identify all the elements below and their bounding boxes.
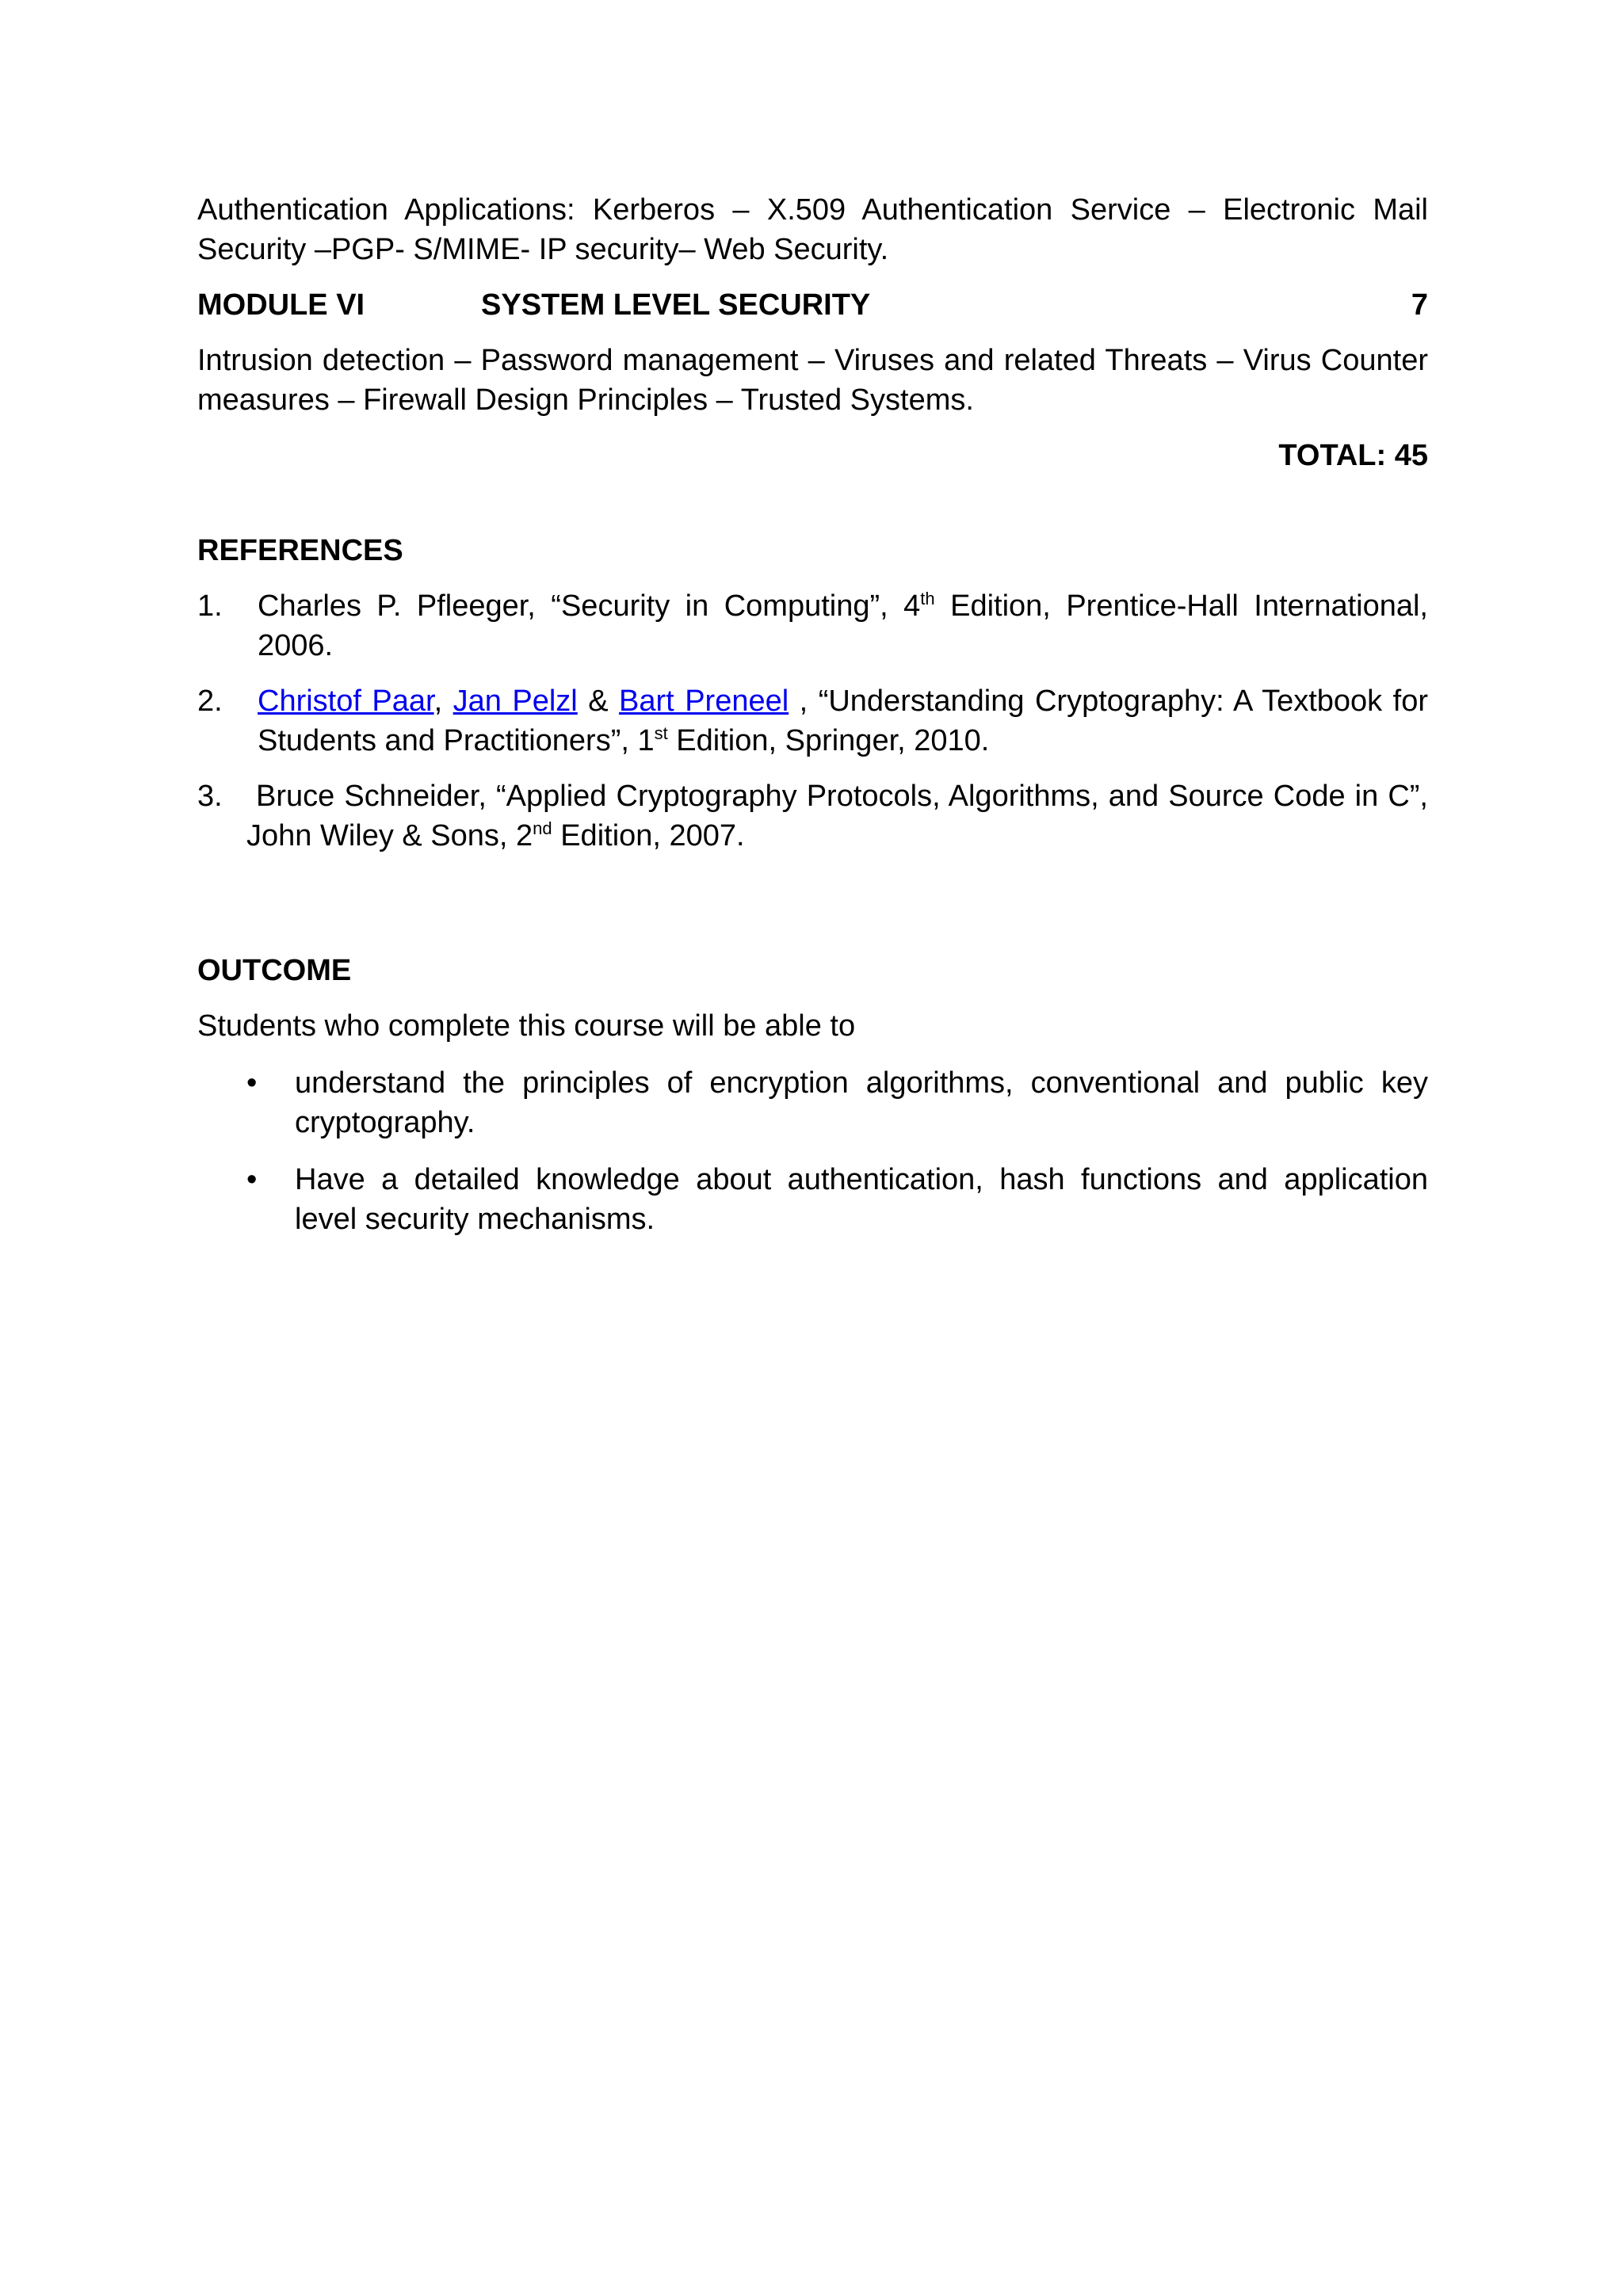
list-item-text: understand the principles of encryption algorithms, conventional and public key cryptography.: [295, 1066, 1428, 1139]
reference-item-3: [197, 776, 1428, 856]
module-id: MODULE VI: [197, 288, 365, 322]
reference-line: [246, 816, 1428, 856]
reference-text: [258, 681, 1428, 761]
author-link-jan-pelzl[interactable]: Jan Pelzl: [453, 685, 578, 718]
list-item: [197, 1063, 1428, 1142]
reference-text-part: , “Understanding Cryptography: A Textbook for Students and Practitioners”, 1: [258, 685, 1428, 757]
reference-number: 3.: [197, 780, 223, 813]
outcome-intro: Students who complete this course will be able to: [197, 1009, 856, 1043]
author-separator: ,: [433, 685, 453, 718]
reference-text: [246, 776, 1428, 856]
author-link-bart-preneel[interactable]: Bart Preneel: [619, 685, 789, 718]
reference-number: 2.: [197, 685, 223, 718]
reference-text-part: John Wiley & Sons, 2: [246, 819, 533, 852]
bullet-icon: •: [246, 1163, 258, 1196]
author-link-christof-paar[interactable]: Christof Paar: [258, 685, 434, 718]
module-hours: 7: [1411, 288, 1428, 322]
author-separator: &: [577, 685, 620, 718]
edition-superscript: nd: [533, 818, 552, 838]
reference-text-part: Charles P. Pfleeger, “Security in Computing”, 4: [258, 589, 921, 623]
reference-line: Bruce Schneider, “Applied Cryptography Protocols, Algorithms, and Source Code in C”,: [256, 780, 1428, 813]
module-title: SYSTEM LEVEL SECURITY: [481, 288, 871, 322]
reference-item-2: [197, 681, 1428, 761]
edition-superscript: st: [654, 723, 668, 743]
reference-text: [258, 586, 1428, 666]
outcome-heading: OUTCOME: [197, 954, 352, 987]
intro-paragraph: Authentication Applications: Kerberos – X.509 Authentication Service – Electronic Mail Security –PGP- S/MIME- IP security– Web Security.: [197, 193, 1428, 266]
reference-text-part: Edition, Prentice-Hall International, 2006.: [258, 589, 1428, 662]
document-page: [197, 190, 1428, 1239]
list-item-text: Have a detailed knowledge about authentication, hash functions and application level security mechanisms.: [295, 1163, 1428, 1236]
list-item: [197, 1160, 1428, 1239]
reference-number: 1.: [197, 589, 223, 623]
reference-item-1: [197, 586, 1428, 666]
references-heading: REFERENCES: [197, 534, 403, 567]
reference-text-part: Edition, 2007.: [552, 819, 745, 852]
edition-superscript: th: [920, 589, 935, 608]
total-hours: TOTAL: 45: [1278, 439, 1428, 472]
module-description: Intrusion detection – Password management – Viruses and related Threats – Virus Counter measures – Firewall Design Principles – Trusted Systems.: [197, 344, 1428, 417]
bullet-icon: •: [246, 1066, 258, 1100]
outcome-list: [197, 1063, 1428, 1239]
module-header: [197, 285, 1428, 325]
reference-text-part: Edition, Springer, 2010.: [667, 724, 990, 757]
